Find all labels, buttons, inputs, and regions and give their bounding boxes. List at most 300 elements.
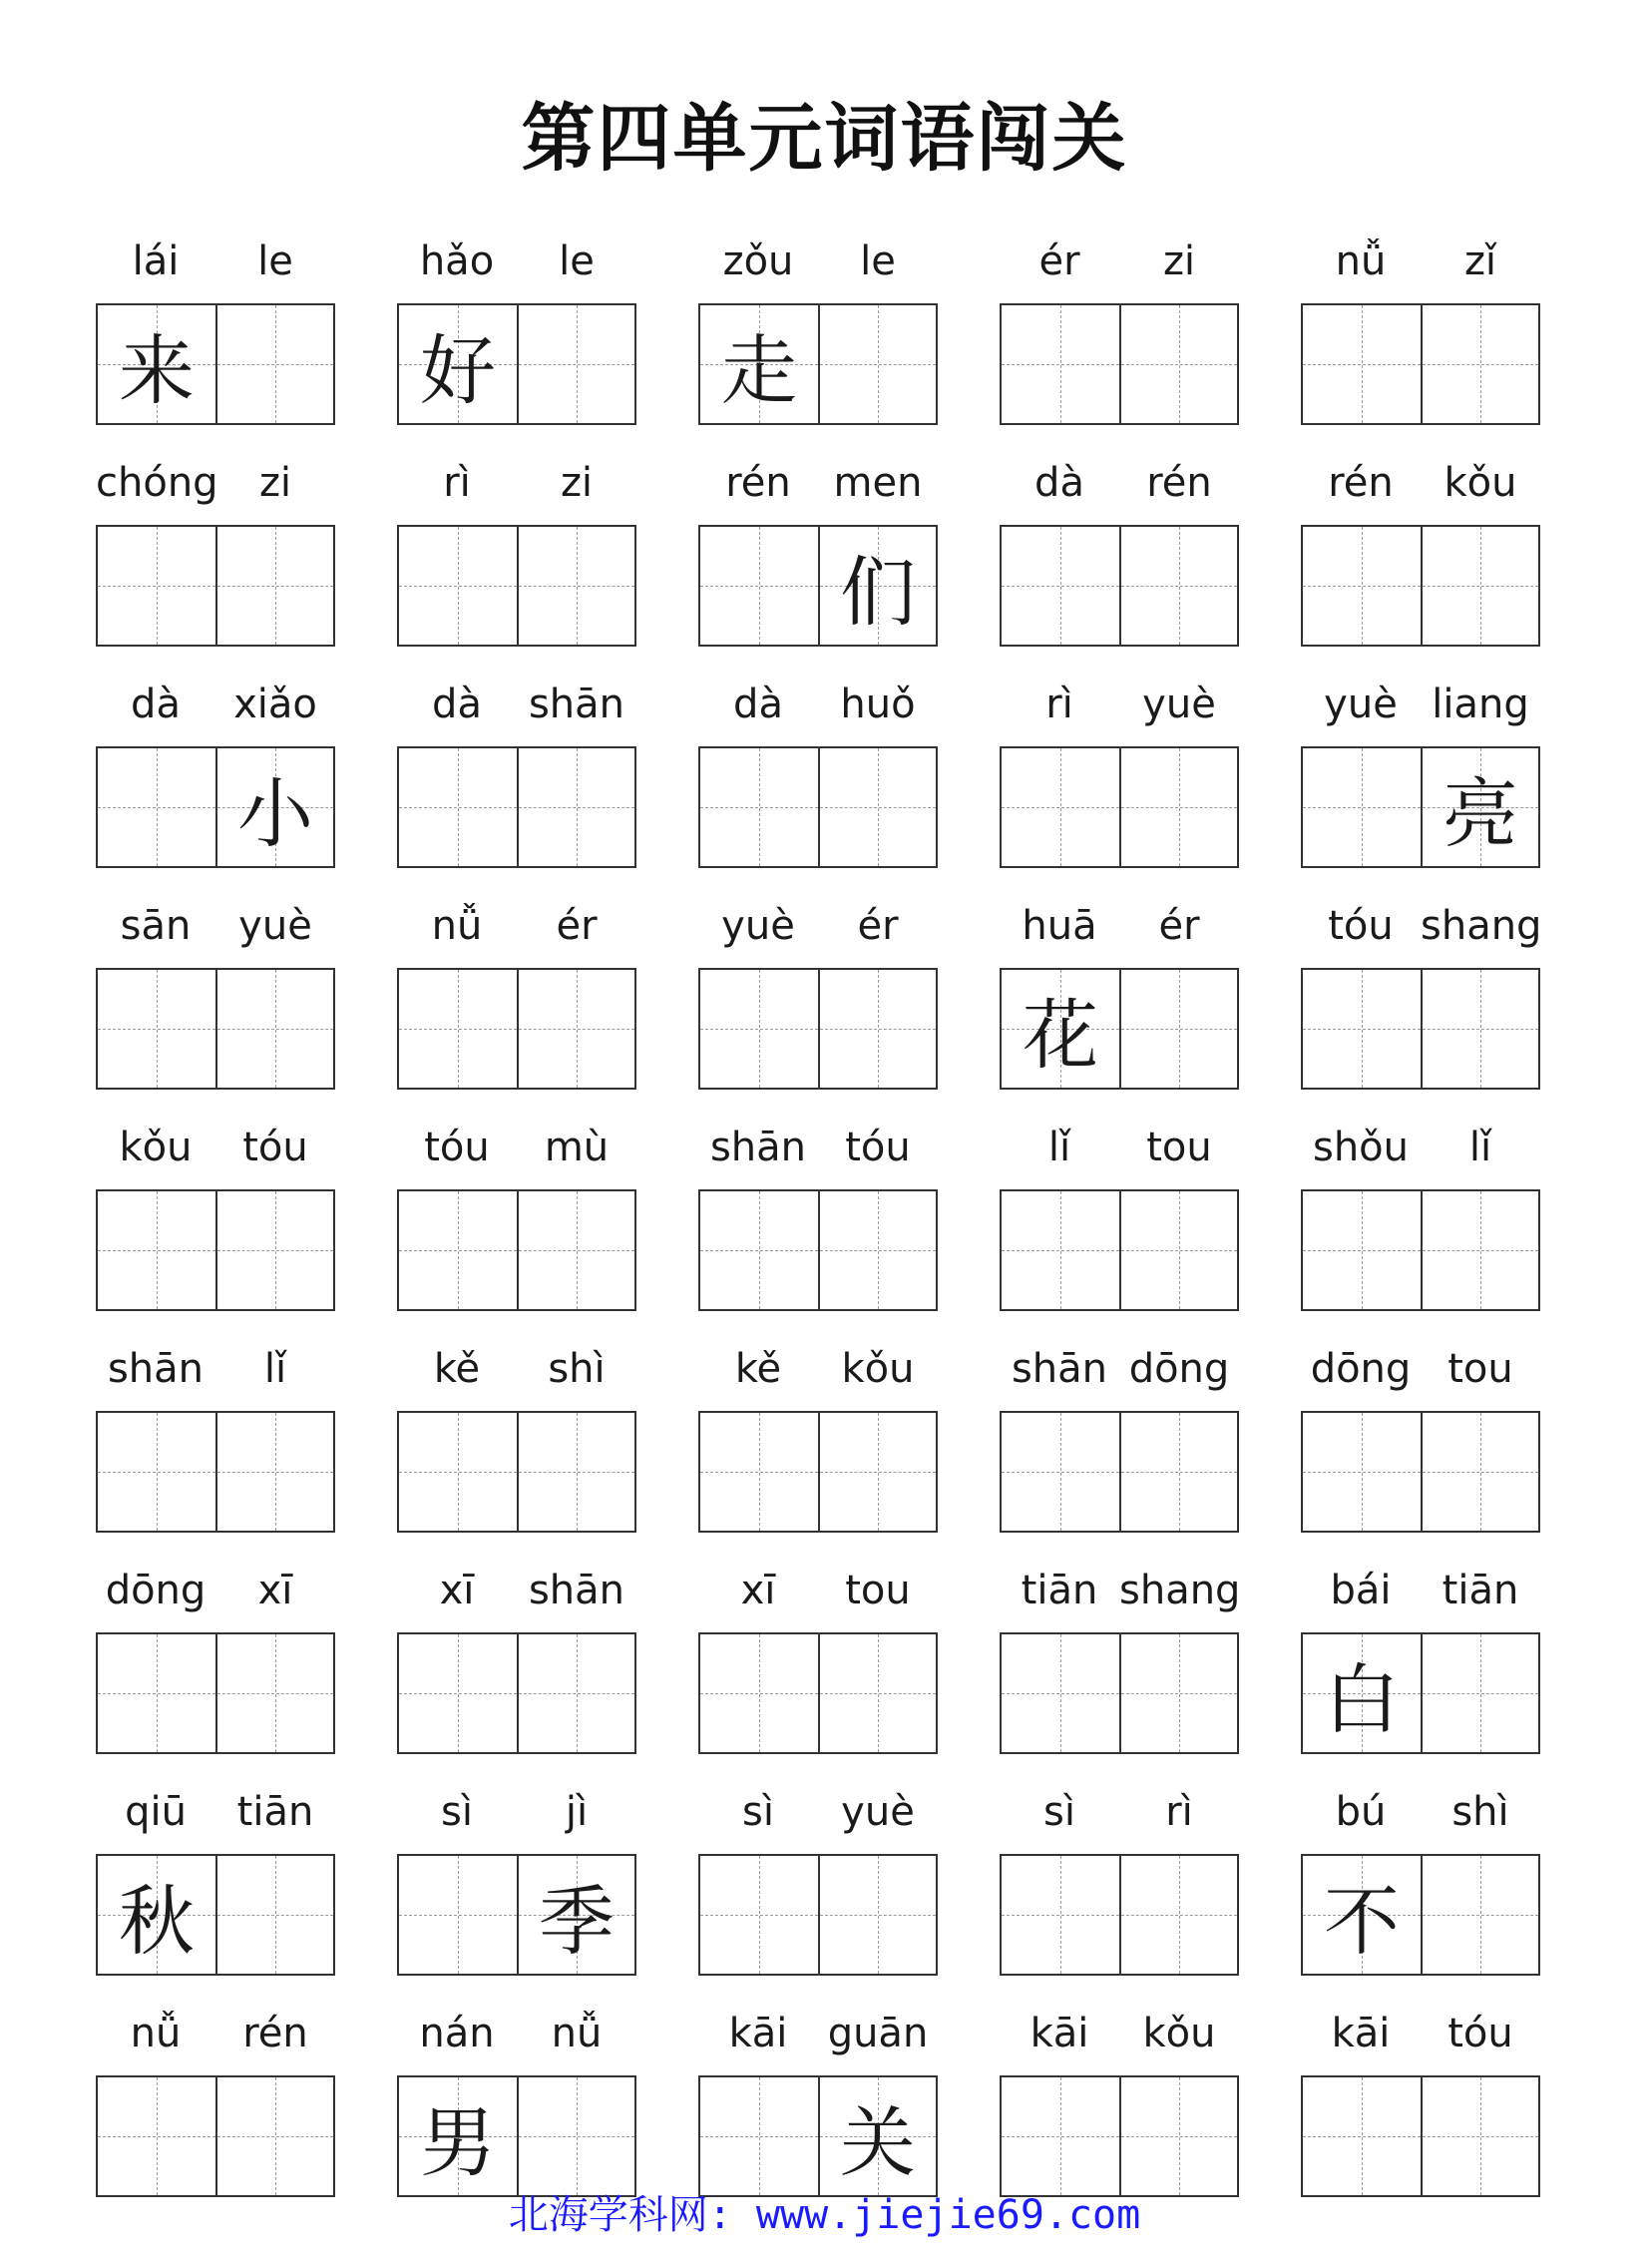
tianzige-cell[interactable]: [399, 1413, 517, 1531]
tianzige-cell[interactable]: [1303, 527, 1421, 645]
hanzi-character: [700, 1413, 818, 1531]
pinyin-syllable: ér: [1158, 903, 1200, 949]
hanzi-character: [217, 2077, 333, 2195]
tianzige-cell[interactable]: [1421, 2077, 1538, 2195]
hanzi-character: [1002, 305, 1119, 423]
tianzige-cell[interactable]: [517, 527, 634, 645]
tianzige-cell[interactable]: [1002, 1413, 1119, 1531]
tianzige-cell[interactable]: [517, 305, 634, 423]
pinyin-row: [1000, 1118, 1239, 1177]
word-item: [698, 896, 938, 1118]
hanzi-character: [820, 305, 936, 423]
pinyin-syllable: shān: [1011, 1346, 1108, 1392]
tianzige-cell[interactable]: [98, 1856, 215, 1974]
tianzige-cell[interactable]: [517, 1191, 634, 1309]
hanzi-character: [519, 305, 634, 423]
pinyin-syllable: rén: [1146, 460, 1212, 506]
tianzige-cell[interactable]: [700, 1191, 818, 1309]
tianzige-boxes: [1301, 303, 1540, 425]
pinyin-syllable: yuè: [1142, 681, 1216, 727]
tianzige-boxes: [1000, 968, 1239, 1090]
tianzige-cell[interactable]: [1303, 305, 1421, 423]
word-item: [1301, 1561, 1540, 1782]
pinyin-syllable: shān: [107, 1346, 205, 1392]
word-item: [96, 1561, 335, 1782]
pinyin-row: [96, 896, 335, 956]
tianzige-boxes: [698, 1189, 938, 1311]
word-item: [1000, 1782, 1239, 2004]
tianzige-boxes: [698, 1411, 938, 1533]
hanzi-character: 白: [1324, 1654, 1400, 1744]
tianzige-boxes: [1301, 1632, 1540, 1754]
word-item: [1000, 896, 1239, 1118]
hanzi-character: [1303, 748, 1421, 866]
hanzi-character: [1121, 527, 1237, 645]
word-item: [698, 453, 938, 675]
pinyin-row: [698, 896, 938, 956]
hanzi-character: [1423, 1634, 1538, 1752]
pinyin-syllable: rén: [1328, 460, 1394, 506]
hanzi-character: [820, 1634, 936, 1752]
hanzi-character: 来: [119, 325, 195, 415]
hanzi-character: [519, 1191, 634, 1309]
hanzi-character: [98, 1413, 215, 1531]
tianzige-cell[interactable]: [98, 1634, 215, 1752]
pinyin-row: [1000, 1561, 1239, 1620]
hanzi-character: [1002, 1191, 1119, 1309]
pinyin-syllable: le: [860, 238, 896, 284]
tianzige-cell[interactable]: [98, 970, 215, 1088]
pinyin-row: [397, 1782, 636, 1842]
pinyin-syllable: xī: [257, 1568, 293, 1613]
pinyin-row: [1000, 675, 1239, 734]
tianzige-boxes: [698, 2075, 938, 2197]
pinyin-row: [96, 675, 335, 734]
hanzi-character: [519, 2077, 634, 2195]
hanzi-character: [1303, 527, 1421, 645]
tianzige-cell[interactable]: [818, 2077, 936, 2195]
pinyin-row: [96, 2004, 335, 2063]
tianzige-cell[interactable]: [1119, 305, 1237, 423]
word-item: [397, 453, 636, 675]
pinyin-row: [397, 1339, 636, 1399]
pinyin-syllable: ér: [556, 903, 598, 949]
hanzi-character: [1121, 305, 1237, 423]
pinyin-syllable: tóu: [1447, 2011, 1513, 2056]
hanzi-character: [700, 1856, 818, 1974]
hanzi-character: [1002, 1413, 1119, 1531]
pinyin-syllable: tóu: [845, 1125, 911, 1170]
tianzige-cell[interactable]: [1119, 2077, 1237, 2195]
hanzi-character: [1423, 970, 1538, 1088]
tianzige-boxes: [397, 303, 636, 425]
pinyin-row: [698, 1118, 938, 1177]
pinyin-syllable: kě: [433, 1346, 481, 1392]
tianzige-boxes: [397, 525, 636, 647]
tianzige-cell[interactable]: [399, 748, 517, 866]
pinyin-syllable: le: [257, 238, 293, 284]
pinyin-syllable: kǒu: [1142, 2011, 1216, 2056]
pinyin-syllable: chóng: [96, 460, 218, 506]
tianzige-cell[interactable]: [818, 1191, 936, 1309]
pinyin-syllable: sì: [1043, 1789, 1075, 1835]
hanzi-character: [519, 527, 634, 645]
word-item: [397, 1118, 636, 1339]
tianzige-cell[interactable]: [1303, 1191, 1421, 1309]
word-item: [96, 1118, 335, 1339]
tianzige-boxes: [1000, 303, 1239, 425]
pinyin-row: [397, 1118, 636, 1177]
hanzi-character: [519, 1413, 634, 1531]
tianzige-cell[interactable]: [517, 970, 634, 1088]
pinyin-syllable: kǒu: [841, 1346, 915, 1392]
hanzi-character: [1121, 1191, 1237, 1309]
hanzi-character: [1121, 1634, 1237, 1752]
tianzige-cell[interactable]: [1303, 748, 1421, 866]
pinyin-syllable: kāi: [1030, 2011, 1089, 2056]
hanzi-character: [1303, 1413, 1421, 1531]
tianzige-cell[interactable]: [1002, 970, 1119, 1088]
pinyin-syllable: yuè: [721, 903, 795, 949]
tianzige-cell[interactable]: [399, 1191, 517, 1309]
tianzige-cell[interactable]: [1303, 1634, 1421, 1752]
hanzi-character: [98, 748, 215, 866]
pinyin-syllable: zǒu: [722, 238, 794, 284]
tianzige-boxes: [96, 303, 335, 425]
hanzi-character: [1121, 1413, 1237, 1531]
pinyin-syllable: dà: [1034, 460, 1084, 506]
tianzige-cell[interactable]: [1303, 1413, 1421, 1531]
hanzi-character: 关: [840, 2097, 916, 2187]
tianzige-cell[interactable]: [1002, 527, 1119, 645]
hanzi-character: 花: [1023, 990, 1098, 1080]
pinyin-syllable: sì: [742, 1789, 774, 1835]
hanzi-character: [98, 2077, 215, 2195]
hanzi-character: [700, 2077, 818, 2195]
pinyin-row: [1000, 1782, 1239, 1842]
tianzige-cell[interactable]: [98, 527, 215, 645]
hanzi-character: [399, 1413, 517, 1531]
tianzige-cell[interactable]: [1002, 1856, 1119, 1974]
tianzige-boxes: [397, 2075, 636, 2197]
pinyin-syllable: le: [559, 238, 595, 284]
tianzige-boxes: [1301, 1411, 1540, 1533]
hanzi-character: [217, 1191, 333, 1309]
tianzige-cell[interactable]: [215, 970, 333, 1088]
word-item: [698, 1339, 938, 1561]
tianzige-cell[interactable]: [700, 1856, 818, 1974]
word-item: [96, 896, 335, 1118]
pinyin-syllable: tóu: [424, 1125, 490, 1170]
tianzige-cell[interactable]: [399, 305, 517, 423]
word-item: [397, 1339, 636, 1561]
tianzige-boxes: [1301, 1189, 1540, 1311]
tianzige-cell[interactable]: [1119, 1413, 1237, 1531]
tianzige-cell[interactable]: [700, 527, 818, 645]
tianzige-boxes: [698, 968, 938, 1090]
pinyin-row: [1301, 1339, 1540, 1399]
tianzige-cell[interactable]: [399, 970, 517, 1088]
tianzige-cell[interactable]: [1119, 1191, 1237, 1309]
pinyin-row: [1301, 1782, 1540, 1842]
word-item: [1301, 1782, 1540, 2004]
tianzige-cell[interactable]: [700, 1634, 818, 1752]
pinyin-syllable: liang: [1432, 681, 1529, 727]
tianzige-cell[interactable]: [1119, 748, 1237, 866]
tianzige-cell[interactable]: [1119, 1634, 1237, 1752]
tianzige-boxes: [698, 746, 938, 868]
tianzige-cell[interactable]: [1303, 2077, 1421, 2195]
hanzi-character: [1121, 970, 1237, 1088]
hanzi-character: [1002, 748, 1119, 866]
word-item: [397, 231, 636, 453]
hanzi-character: [1423, 305, 1538, 423]
pinyin-row: [1301, 1561, 1540, 1620]
tianzige-cell[interactable]: [1421, 305, 1538, 423]
pinyin-row: [698, 231, 938, 291]
tianzige-cell[interactable]: [818, 1634, 936, 1752]
tianzige-cell[interactable]: [700, 305, 818, 423]
word-item: [1301, 231, 1540, 453]
hanzi-character: [700, 527, 818, 645]
pinyin-syllable: yuè: [1324, 681, 1398, 727]
pinyin-row: [397, 1561, 636, 1620]
tianzige-cell[interactable]: [517, 1856, 634, 1974]
hanzi-character: [700, 1191, 818, 1309]
tianzige-cell[interactable]: [399, 1634, 517, 1752]
hanzi-character: [1121, 748, 1237, 866]
word-item: [698, 1561, 938, 1782]
pinyin-syllable: shān: [528, 1568, 625, 1613]
tianzige-cell[interactable]: [1119, 1856, 1237, 1974]
pinyin-syllable: nán: [419, 2011, 495, 2056]
hanzi-character: [820, 748, 936, 866]
hanzi-character: [1002, 527, 1119, 645]
pinyin-syllable: lǐ: [263, 1346, 287, 1392]
pinyin-row: [1301, 1118, 1540, 1177]
pinyin-syllable: dōng: [1128, 1346, 1230, 1392]
pinyin-syllable: dōng: [1310, 1346, 1412, 1392]
tianzige-cell[interactable]: [1002, 1191, 1119, 1309]
pinyin-syllable: shì: [548, 1346, 606, 1392]
tianzige-cell[interactable]: [215, 305, 333, 423]
pinyin-syllable: shì: [1451, 1789, 1509, 1835]
tianzige-cell[interactable]: [1421, 1856, 1538, 1974]
tianzige-cell[interactable]: [1421, 1413, 1538, 1531]
word-item: [698, 675, 938, 896]
pinyin-row: [1000, 896, 1239, 956]
hanzi-character: [820, 970, 936, 1088]
word-item: [96, 1782, 335, 2004]
pinyin-syllable: rén: [242, 2011, 308, 2056]
pinyin-syllable: tou: [1146, 1125, 1212, 1170]
pinyin-syllable: tóu: [1328, 903, 1394, 949]
tianzige-cell[interactable]: [399, 527, 517, 645]
tianzige-boxes: [397, 1854, 636, 1976]
pinyin-row: [96, 1561, 335, 1620]
tianzige-boxes: [698, 525, 938, 647]
tianzige-cell[interactable]: [215, 1191, 333, 1309]
tianzige-boxes: [1301, 2075, 1540, 2197]
tianzige-cell[interactable]: [818, 527, 936, 645]
pinyin-row: [397, 675, 636, 734]
tianzige-boxes: [96, 2075, 335, 2197]
hanzi-character: [1002, 1634, 1119, 1752]
tianzige-cell[interactable]: [517, 748, 634, 866]
hanzi-character: [1303, 2077, 1421, 2195]
tianzige-cell[interactable]: [517, 1634, 634, 1752]
tianzige-cell[interactable]: [215, 748, 333, 866]
pinyin-syllable: tóu: [242, 1125, 308, 1170]
tianzige-boxes: [96, 1411, 335, 1533]
pinyin-row: [1000, 2004, 1239, 2063]
pinyin-row: [698, 1339, 938, 1399]
tianzige-cell[interactable]: [215, 527, 333, 645]
tianzige-cell[interactable]: [1421, 1634, 1538, 1752]
word-item: [96, 453, 335, 675]
tianzige-boxes: [1000, 1632, 1239, 1754]
pinyin-syllable: guān: [827, 2011, 929, 2056]
pinyin-syllable: dà: [432, 681, 482, 727]
tianzige-cell[interactable]: [1002, 2077, 1119, 2195]
tianzige-cell[interactable]: [98, 2077, 215, 2195]
tianzige-cell[interactable]: [1303, 1856, 1421, 1974]
tianzige-cell[interactable]: [215, 1856, 333, 1974]
pinyin-syllable: huā: [1022, 903, 1097, 949]
pinyin-syllable: tiān: [1442, 1568, 1519, 1613]
tianzige-cell[interactable]: [700, 1413, 818, 1531]
hanzi-character: 小: [237, 768, 313, 858]
tianzige-cell[interactable]: [1119, 970, 1237, 1088]
word-item: [1301, 896, 1540, 1118]
tianzige-cell[interactable]: [1002, 305, 1119, 423]
hanzi-character: [1303, 970, 1421, 1088]
tianzige-cell[interactable]: [700, 748, 818, 866]
tianzige-cell[interactable]: [700, 970, 818, 1088]
pinyin-row: [698, 1561, 938, 1620]
tianzige-cell[interactable]: [1421, 748, 1538, 866]
tianzige-boxes: [96, 968, 335, 1090]
tianzige-cell[interactable]: [1421, 527, 1538, 645]
pinyin-syllable: rì: [1165, 1789, 1193, 1835]
tianzige-cell[interactable]: [818, 748, 936, 866]
pinyin-syllable: lái: [132, 238, 180, 284]
word-item: [1000, 231, 1239, 453]
tianzige-cell[interactable]: [215, 2077, 333, 2195]
pinyin-syllable: rén: [725, 460, 791, 506]
hanzi-character: [98, 1634, 215, 1752]
pinyin-syllable: kě: [734, 1346, 782, 1392]
hanzi-character: [98, 970, 215, 1088]
tianzige-cell[interactable]: [399, 2077, 517, 2195]
tianzige-boxes: [397, 1411, 636, 1533]
word-item: [698, 1118, 938, 1339]
pinyin-row: [397, 2004, 636, 2063]
tianzige-cell[interactable]: [1119, 527, 1237, 645]
tianzige-cell[interactable]: [215, 1413, 333, 1531]
hanzi-character: 季: [539, 1876, 615, 1966]
tianzige-cell[interactable]: [98, 1191, 215, 1309]
tianzige-cell[interactable]: [98, 748, 215, 866]
pinyin-syllable: bú: [1335, 1789, 1387, 1835]
word-item: [96, 231, 335, 453]
pinyin-syllable: dōng: [105, 1568, 206, 1613]
hanzi-character: 亮: [1443, 768, 1518, 858]
pinyin-row: [397, 453, 636, 513]
tianzige-cell[interactable]: [818, 1413, 936, 1531]
pinyin-row: [1301, 453, 1540, 513]
tianzige-cell[interactable]: [98, 305, 215, 423]
pinyin-syllable: zi: [258, 460, 292, 506]
hanzi-character: [399, 527, 517, 645]
tianzige-cell[interactable]: [1002, 1634, 1119, 1752]
hanzi-character: [1121, 1856, 1237, 1974]
tianzige-boxes: [1301, 1854, 1540, 1976]
pinyin-syllable: shang: [1119, 1568, 1241, 1613]
pinyin-row: [698, 1782, 938, 1842]
tianzige-cell[interactable]: [818, 970, 936, 1088]
pinyin-syllable: xī: [740, 1568, 776, 1613]
tianzige-cell[interactable]: [399, 1856, 517, 1974]
hanzi-character: [1303, 1191, 1421, 1309]
tianzige-cell[interactable]: [1421, 1191, 1538, 1309]
tianzige-boxes: [698, 303, 938, 425]
hanzi-character: [399, 970, 517, 1088]
word-item: [397, 675, 636, 896]
pinyin-syllable: huǒ: [840, 681, 916, 727]
tianzige-boxes: [96, 525, 335, 647]
word-item: [96, 1339, 335, 1561]
hanzi-character: [1002, 1856, 1119, 1974]
hanzi-character: [700, 970, 818, 1088]
pinyin-syllable: ér: [857, 903, 899, 949]
tianzige-cell[interactable]: [98, 1413, 215, 1531]
pinyin-syllable: shān: [709, 1125, 807, 1170]
hanzi-character: [1423, 1413, 1538, 1531]
pinyin-row: [698, 2004, 938, 2063]
pinyin-row: [96, 1339, 335, 1399]
tianzige-boxes: [96, 1189, 335, 1311]
tianzige-cell[interactable]: [1303, 970, 1421, 1088]
tianzige-cell[interactable]: [517, 2077, 634, 2195]
tianzige-cell[interactable]: [700, 2077, 818, 2195]
tianzige-boxes: [1301, 746, 1540, 868]
tianzige-cell[interactable]: [818, 1856, 936, 1974]
tianzige-cell[interactable]: [215, 1634, 333, 1752]
pinyin-row: [96, 1782, 335, 1842]
pinyin-row: [698, 675, 938, 734]
tianzige-cell[interactable]: [517, 1413, 634, 1531]
hanzi-character: [217, 527, 333, 645]
pinyin-syllable: yuè: [238, 903, 312, 949]
pinyin-row: [1000, 1339, 1239, 1399]
pinyin-syllable: kāi: [1331, 2011, 1391, 2056]
hanzi-character: 不: [1324, 1876, 1400, 1966]
tianzige-cell[interactable]: [818, 305, 936, 423]
pinyin-row: [96, 453, 335, 513]
hanzi-character: [519, 1634, 634, 1752]
pinyin-syllable: yuè: [841, 1789, 915, 1835]
pinyin-syllable: kāi: [728, 2011, 788, 2056]
pinyin-syllable: nǚ: [551, 2011, 603, 2056]
word-item: [397, 1782, 636, 2004]
word-item: [96, 675, 335, 896]
tianzige-cell[interactable]: [1002, 748, 1119, 866]
tianzige-cell[interactable]: [1421, 970, 1538, 1088]
pinyin-syllable: dà: [733, 681, 783, 727]
pinyin-syllable: nǚ: [431, 903, 483, 949]
hanzi-character: [217, 1856, 333, 1974]
